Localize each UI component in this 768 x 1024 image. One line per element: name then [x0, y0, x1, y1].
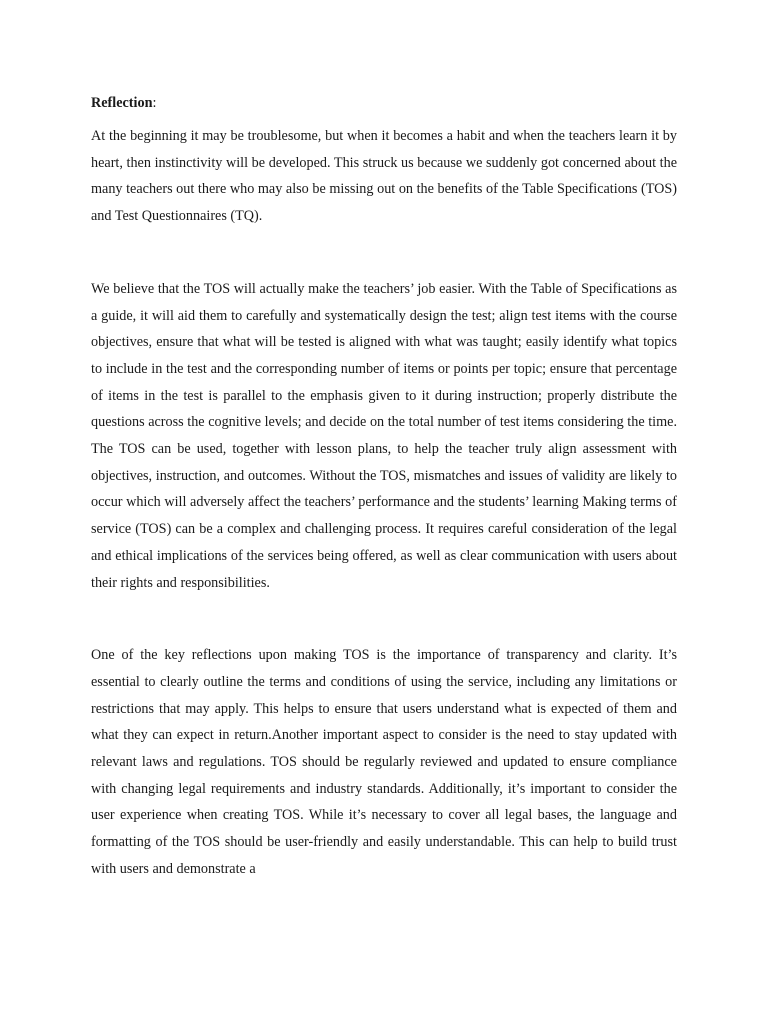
section-heading	[91, 92, 677, 114]
paragraph-1: At the beginning it may be troublesome, but when it becomes a habit and when the teachers learn it by heart, then instinctivity will be developed. This struck us because we suddenly got concerned about the many teachers out there who may also be missing out on the benefits of the Table Specifications (TOS) and Test Questionnaires (TQ).	[91, 128, 677, 225]
paragraph-3: One of the key reflections upon making TOS is the importance of transparency and clarity. It’s essential to clearly outline the terms and conditions of using the service, including any limitations or restrictions that may apply. This helps to ensure that users understand what is expected of them and what they can expect in return.Another important aspect to consider is the need to stay updated with relevant laws and regulations. TOS should be regularly reviewed and updated to ensure compliance with changing legal requirements and industry standards. Additionally, it’s important to consider the user experience when creating TOS. While it’s necessary to cover all legal bases, the language and formatting of the TOS should be user-friendly and easily understandable. This can help to build trust with users and demonstrate a	[91, 647, 677, 877]
document-body	[91, 92, 677, 883]
heading-colon: :	[152, 95, 157, 111]
heading-label: Reflection	[91, 95, 153, 111]
paragraph-2: We believe that the TOS will actually make the teachers’ job easier. With the Table of Specifications as a guide, it will aid them to carefully and systematically design the test; align test items with the course objectives, ensure that what will be tested is aligned with what was taught; easily identify what topics to include in the test and the corresponding number of items or points per topic; ensure that percentage of items in the test is parallel to the emphasis given to it during instruction; properly distribute the questions across the cognitive levels; and decide on the total number of test items considering the time. The TOS can be used, together with lesson plans, to help the teacher truly align assessment with objectives, instruction, and outcomes. Without the TOS, mismatches and issues of validity are likely to occur which will adversely affect the teachers’ performance and the students’ learning Making terms of service (TOS) can be a complex and challenging process. It requires careful consideration of the legal and ethical implications of the services being offered, as well as clear communication with users about their rights and responsibilities.	[91, 280, 677, 591]
